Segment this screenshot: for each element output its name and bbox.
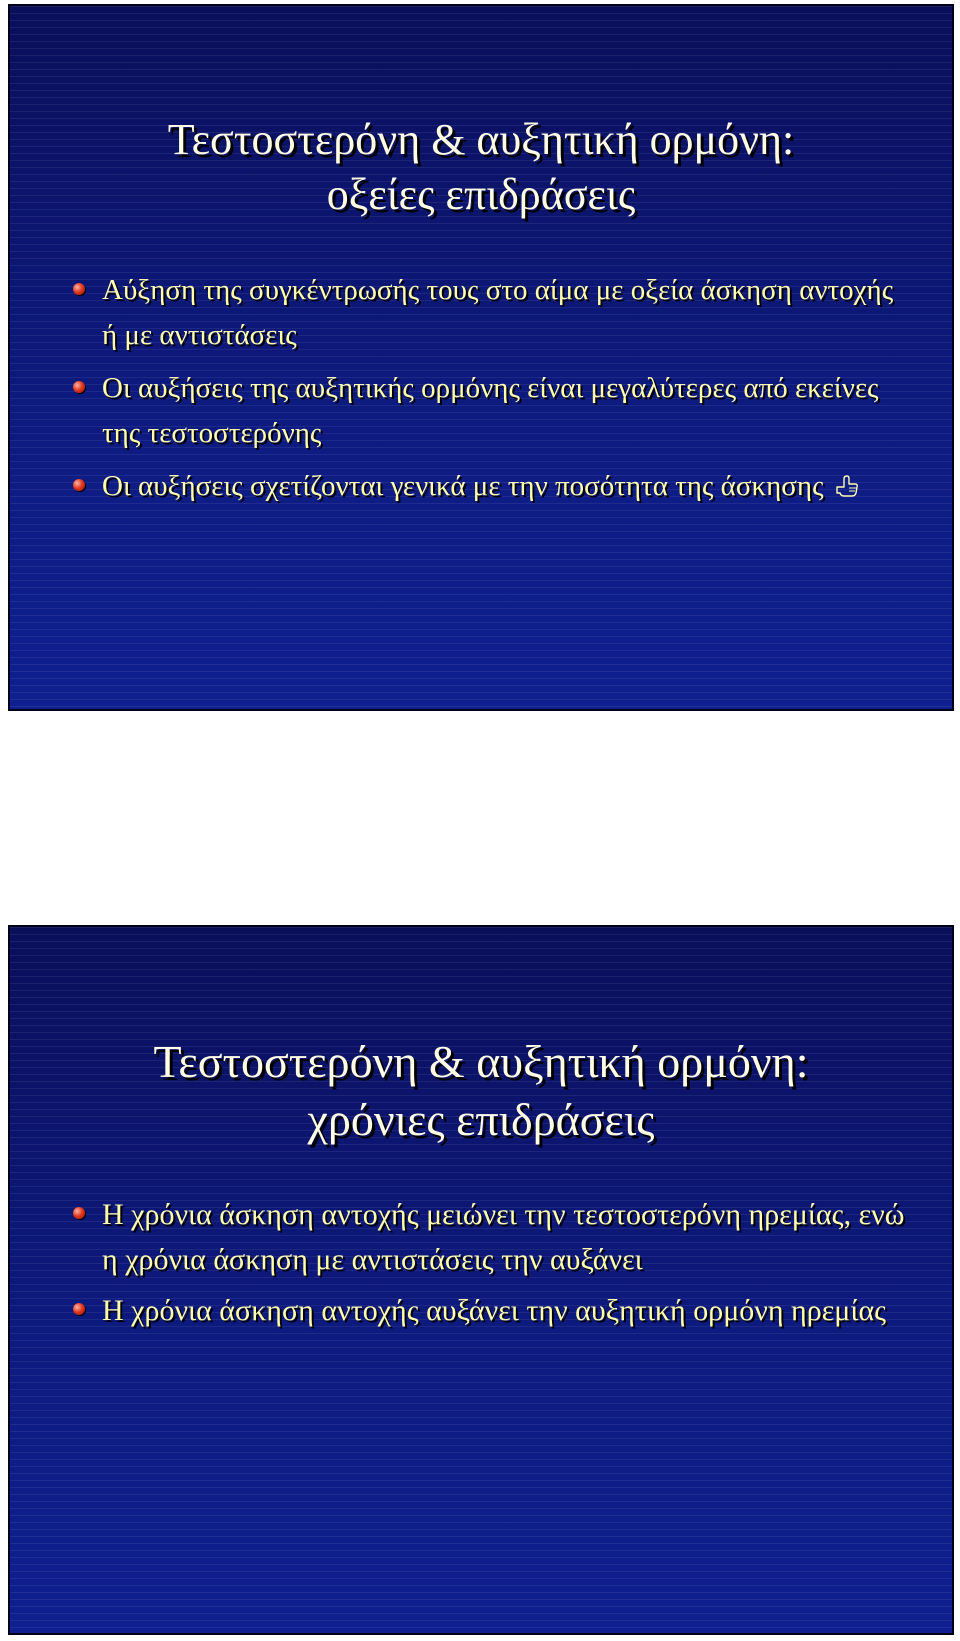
bullet-text: Η χρόνια άσκηση αντοχής αυξάνει την αυξητική ορμόνη ηρεμίας <box>102 1294 887 1327</box>
bullet-icon <box>73 479 85 491</box>
bullet-text: Οι αυξήσεις της αυξητικής ορμόνης είναι μεγαλύτερες από εκείνες της τεστοστερόνης <box>102 372 879 449</box>
list-item <box>10 268 952 358</box>
title-line-1: Τεστοστερόνη & αυξητική ορμόνη: <box>167 115 795 164</box>
slide-acute-effects <box>8 4 954 711</box>
slide-chronic-effects <box>8 925 954 1635</box>
bullet-icon <box>73 1207 85 1219</box>
slide-title <box>10 1033 952 1149</box>
title-line-2: οξείες επιδράσεις <box>326 170 636 219</box>
title-line-1: Τεστοστερόνη & αυξητική ορμόνη: <box>153 1036 809 1087</box>
bullet-list <box>10 268 952 517</box>
list-item <box>10 1288 952 1333</box>
bullet-icon <box>73 283 85 295</box>
bullet-icon <box>73 1303 85 1315</box>
list-item <box>10 1192 952 1282</box>
pointing-hand-icon <box>835 466 859 488</box>
bullet-list <box>10 1192 952 1339</box>
bullet-text: Οι αυξήσεις σχετίζονται γενικά με την ποσότητα της άσκησης <box>102 470 824 502</box>
title-line-2: χρόνιες επιδράσεις <box>307 1094 655 1145</box>
bullet-text: Αύξηση της συγκέντρωσής τους στο αίμα με οξεία άσκηση αντοχής ή με αντιστάσεις <box>102 274 894 351</box>
bullet-text: Η χρόνια άσκηση αντοχής μειώνει την τεστοστερόνη ηρεμίας, ενώ η χρόνια άσκηση με αντιστάσεις την αυξάνει <box>102 1198 905 1276</box>
list-item <box>10 464 952 509</box>
list-item <box>10 366 952 456</box>
bullet-icon <box>73 381 85 393</box>
slide-title <box>10 112 952 222</box>
